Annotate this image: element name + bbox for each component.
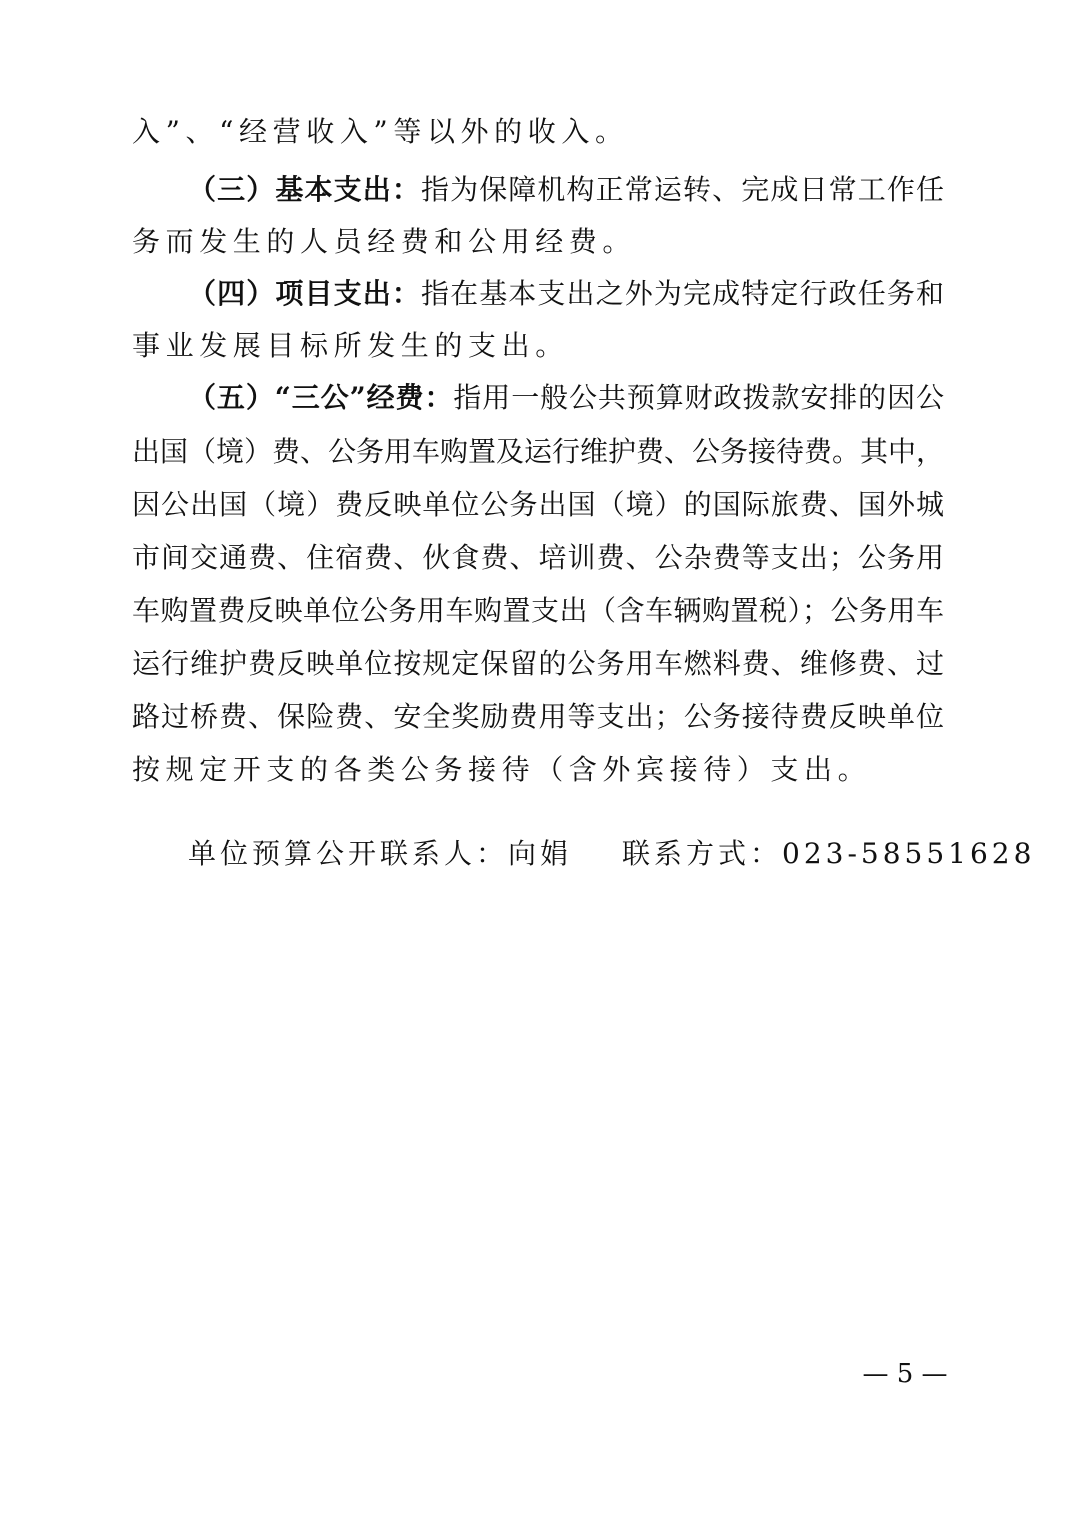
paragraph-three-public-line-1 <box>188 370 944 426</box>
definition-project-expenditure: 指在基本支出之外为完成特定行政任务和 <box>420 277 944 310</box>
contact-method: 联系方式：023-58551628 <box>622 837 1036 870</box>
definition-basic-expenditure: 指为保障机构正常运转、完成日常工作任 <box>420 173 944 206</box>
paragraph-basic-expenditure-line-2: 务而发生的人员经费和公用经费。 <box>132 225 637 258</box>
paragraph-three-public-line-3: 因公出国（境）费反映单位公务出国（境）的国际旅费、国外城 <box>132 488 944 521</box>
definition-three-public-expenses: 指用一般公共预算财政拨款安排的因公 <box>453 381 944 414</box>
heading-project-expenditure: （四）项目支出： <box>188 277 421 310</box>
paragraph-three-public-line-4: 市间交通费、住宿费、伙食费、培训费、公杂费等支出；公务用 <box>132 541 944 574</box>
heading-three-public-expenses: （五）“三公”经费： <box>188 381 454 414</box>
paragraph-three-public-line-8: 按规定开支的各类公务接待（含外宾接待）支出。 <box>132 753 872 786</box>
paragraph-three-public-line-5: 车购置费反映单位公务用车购置支出（含车辆购置税）；公务用车 <box>132 594 944 627</box>
contact-person: 单位预算公开联系人：向娟 <box>188 837 573 870</box>
paragraph-project-expenditure-line-1 <box>188 266 944 322</box>
paragraph-three-public-line-2: 出国（境）费、公务用车购置及运行维护费、公务接待费。其中， <box>132 435 945 468</box>
paragraph-three-public-line-6: 运行维护费反映单位按规定保留的公务用车燃料费、维修费、过 <box>132 647 944 680</box>
page-number: — 5 — <box>862 1359 948 1389</box>
heading-basic-expenditure: （三）基本支出： <box>188 173 421 206</box>
paragraph-project-expenditure-line-2: 事业发展目标所发生的支出。 <box>132 329 569 362</box>
paragraph-three-public-line-7: 路过桥费、保险费、安全奖励费用等支出；公务接待费反映单位 <box>132 700 944 733</box>
paragraph-continuation-line: 入”、“经营收入”等以外的收入。 <box>132 115 629 148</box>
paragraph-basic-expenditure-line-1 <box>188 162 944 218</box>
